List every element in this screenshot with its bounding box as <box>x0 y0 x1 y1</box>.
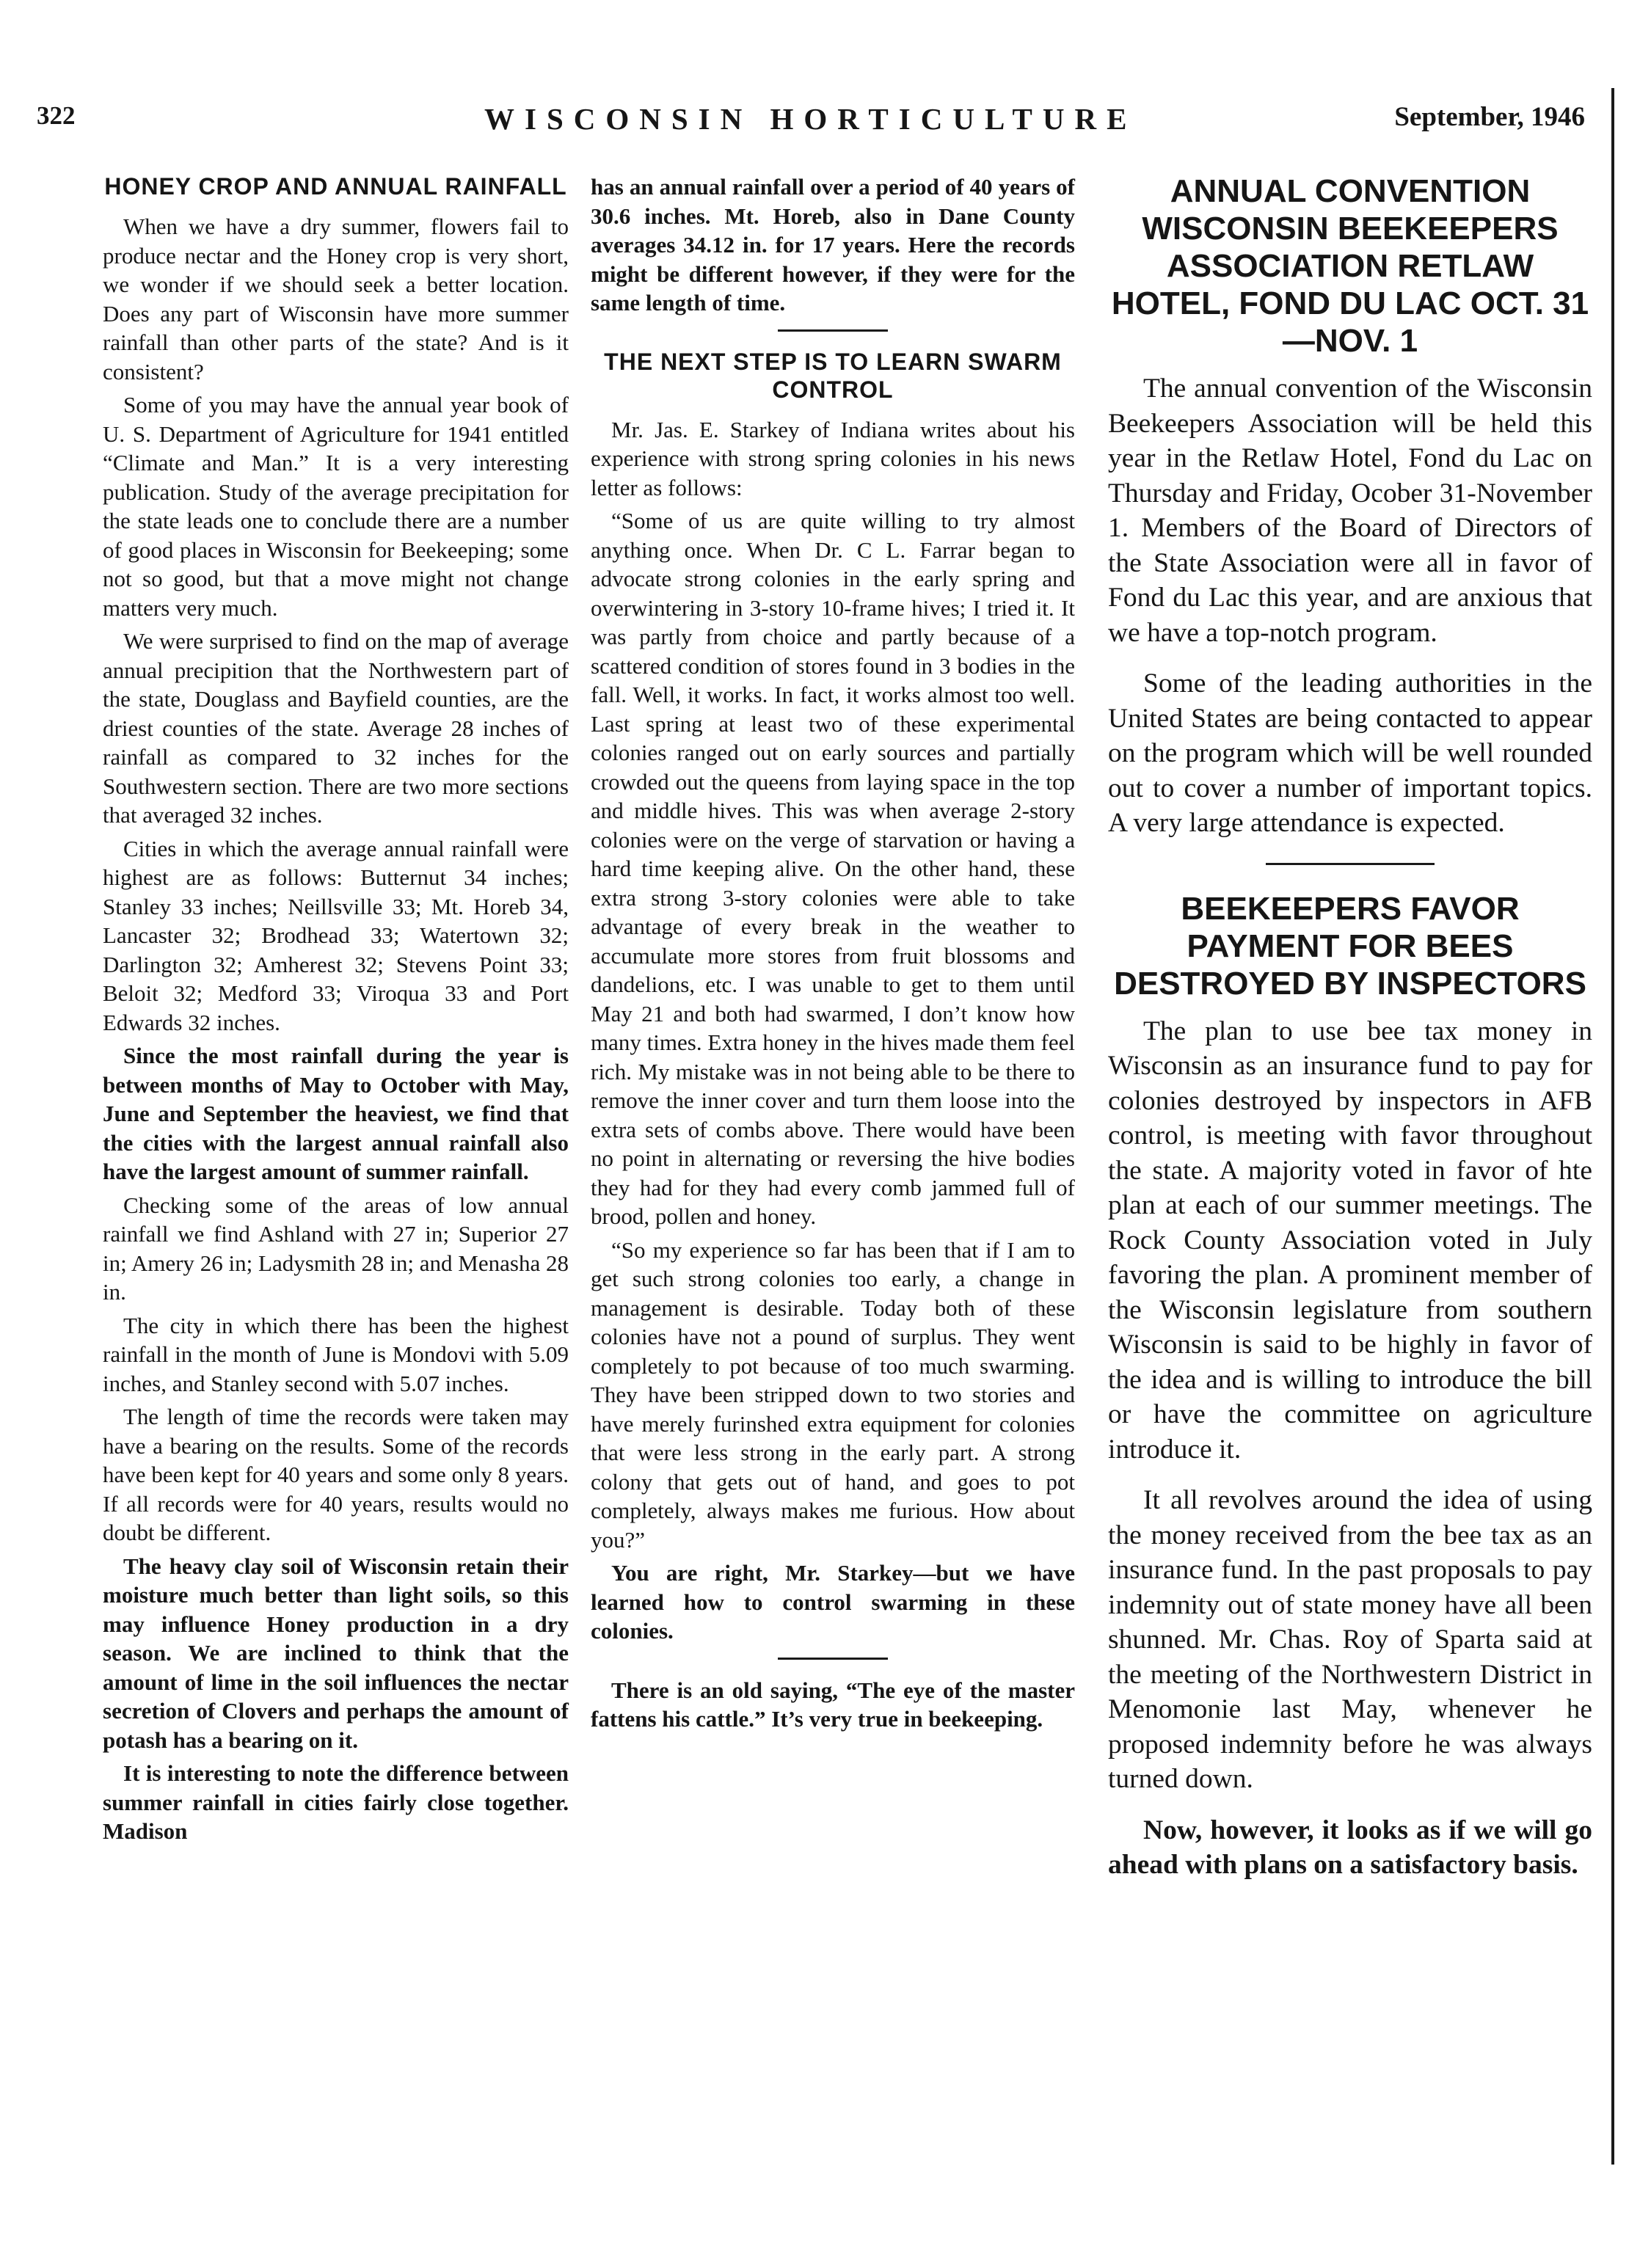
article-paragraph: It all revolves around the idea of using the money received from the bee tax as an insurance fund. In the past proposals to pay indemnity out of state money have all been shunned. Mr. Chas. Roy of Sparta said at the meeting of the Northwestern District in Menomonie last May, whenever he proposed indemnity before he was always turned down. <box>1108 1485 1592 1794</box>
article-paragraph: The length of time the records were taken may have a bearing on the results. Some of the records have been kept for 40 years and some only 8 years. If all records were for 40 years, results would no doubt be different. <box>103 1404 569 1545</box>
page-number: 322 <box>37 101 76 130</box>
article-title: HONEY CROP AND ANNUAL RAINFALL <box>104 173 567 200</box>
article-title: ANNUAL CONVENTION WISCONSIN BEEKEEPERS ASSOCIATION RETLAW HOTEL, FOND DU LAC OCT. 31—NOV. 1 <box>1111 173 1589 359</box>
journal-title: WISCONSIN HORTICULTURE <box>484 102 1137 136</box>
article-paragraph: The city in which there has been the highest rainfall in the month of June is Mondovi with 5.09 inches, and Stanley second with 5.07 inches. <box>103 1312 569 1396</box>
article-paragraph: The plan to use bee tax money in Wisconsin as an insurance fund to pay for colonies destroyed by inspectors in AFB control, is meeting with favor throughout the state. A majority voted in favor of hte plan at each of our summer meetings. The Rock County Association voted in July favoring the plan. A prominent member of the Wisconsin legislature from southern Wisconsin is said to be highly in favor of the idea and is willing to introduce the bill or have the committee on agriculture introduce it. <box>1108 1016 1592 1465</box>
running-header <box>37 101 1585 145</box>
article-bee-payment <box>1108 890 1592 1883</box>
article-paragraph: When we have a dry summer, flowers fail to produce nectar and the Honey crop is very short, we wonder if we should seek a better location. Does any part of Wisconsin have more summer rainfall than other parts of the state? And is it consistent? <box>103 214 569 384</box>
article-paragraph: The heavy clay soil of Wisconsin retain their moisture much better than light soils, so this may influence Honey production in a dry season. We are inclined to think that the amount of lime in the soil influences the nectar secretion of Clovers and perhaps the amount of potash has a bearing on it. <box>103 1553 569 1753</box>
divider <box>778 329 888 332</box>
divider <box>778 1658 888 1660</box>
column-right <box>1108 172 1592 1899</box>
article-paragraph: Checking some of the areas of low annual rainfall we find Ashland with 27 in; Superior 27 in; Amery 26 in; Ladysmith 28 in; and Menasha 28 in. <box>103 1192 569 1305</box>
column-middle <box>591 172 1075 1738</box>
article-swarm-control <box>591 348 1075 1646</box>
column-left <box>103 172 569 1851</box>
article-paragraph: Now, however, it looks as if we will go ahead with plans on a satisfactory basis. <box>1108 1815 1592 1880</box>
article-paragraph: “Some of us are quite willing to try almost anything once. When Dr. C L. Farrar began to advocate strong colonies in the early spring and overwintering in 3-story 10-frame hives; I tried it. It was partly from choice and partly because of a scattered condition of stores found in 3 bodies in the fall. Well, it works. In fact, it works almost too well. Last spring at least two of these experimental colonies ranged out on early sources and partially crowded out the queens from laying space in the top and middle hives. This was when average 2-story colonies were on the verge of starvation or having a hard time keeping alive. On the other hand, these extra strong 3-story colonies were able to take advantage of every break in the weather to accumulate more stores from fruit blossoms and dandelions, etc. I was unable to get to them until May 21 and both had swarmed, I don’t know how many times. Extra honey in the hives made them feel rich. My mistake was in not being able to be there to remove the inner cover and turn them loose into the extra sets of combs above. There would have been no point in alternating or reversing the hive bodies they had for they had every comb jammed full of brood, pollen and honey. <box>591 508 1075 1229</box>
divider <box>1266 863 1435 865</box>
article-paragraph: “So my experience so far has been that if I am to get such strong colonies too early, a change in management is desirable. Today both of these colonies have not a pound of surplus. They went completely to pot because of too much swarming. They have been stripped down to two stories and have merely furinshed extra equipment for colonies that were less strong in the early part. A strong colony that gets out of hand, and goes to pot completely, always makes me furious. How about you?” <box>591 1236 1075 1553</box>
article-paragraph-continued: has an annual rainfall over a period of 40 years of 30.6 inches. Mt. Horeb, also in Dane County averages 34.12 in. for 17 years. Here the records might be different however, if they were for the same length of time. <box>591 174 1075 316</box>
article-paragraph: Some of the leading authorities in the United States are being contacted to appear on the program which will be well rounded out to cover a number of important topics. A very large attendance is expected. <box>1108 668 1592 838</box>
article-paragraph: Mr. Jas. E. Starkey of Indiana writes about his experience with strong spring colonies in his news letter as follows: <box>591 416 1075 500</box>
article-paragraph: Cities in which the average annual rainfall were highest are as follows: Butternut 34 inches; Stanley 33 inches; Neillsville 33; Mt. Horeb 34, Lancaster 32; Brodhead 33; Watertown 32; Darlington 32; Amherest 32; Stevens Point 33; Beloit 32; Medford 33; Viroqua 33 and Port Edwards 32 inches. <box>103 835 569 1035</box>
old-saying: There is an old saying, “The eye of the master fattens his cattle.” It’s very true in beekeeping. <box>591 1677 1075 1732</box>
article-paragraph: Some of you may have the annual year book of U. S. Department of Agriculture for 1941 entitled “Climate and Man.” It is a very interesting publication. Study of the average precipitation for the state leads one to conclude there are a number of good places in Wisconsin for Beekeeping; some not so good, but that a move might not change matters very much. <box>103 392 569 621</box>
article-paragraph: It is interesting to note the difference between summer rainfall in cities fairly close together. Madison <box>103 1760 569 1844</box>
article-honey-crop <box>103 172 569 1846</box>
page-edge-rule <box>1611 88 1614 2165</box>
issue-date: September, 1946 <box>1394 102 1585 132</box>
article-annual-convention <box>1108 172 1592 841</box>
article-paragraph: Since the most rainfall during the year is between months of May to October with May, June and September the heaviest, we find that the cities with the largest annual rainfall also have the largest amount of summer rainfall. <box>103 1043 569 1184</box>
article-title: THE NEXT STEP IS TO LEARN SWARM CONTROL <box>604 348 1062 403</box>
article-paragraph: The annual convention of the Wisconsin Beekeepers Association will be held this year in the Retlaw Hotel, Fond du Lac on Thursday and Friday, Ocober 31-November 1. Members of the Board of Directors of the State Association were all in favor of Fond du Lac this year, and are anxious that we have a top-notch program. <box>1108 373 1592 648</box>
article-title: BEEKEEPERS FAVOR PAYMENT FOR BEES DESTROYED BY INSPECTORS <box>1114 890 1586 1002</box>
article-paragraph: You are right, Mr. Starkey—but we have learned how to control swarming in these colonies. <box>591 1560 1075 1644</box>
article-paragraph: We were surprised to find on the map of average annual precipition that the Northwestern part of the state, Douglass and Bayfield counties, are the driest counties of the state. Average 28 inches of rainfall as compared to 32 inches for the Southwestern section. There are two more sections that averaged 32 inches. <box>103 628 569 828</box>
